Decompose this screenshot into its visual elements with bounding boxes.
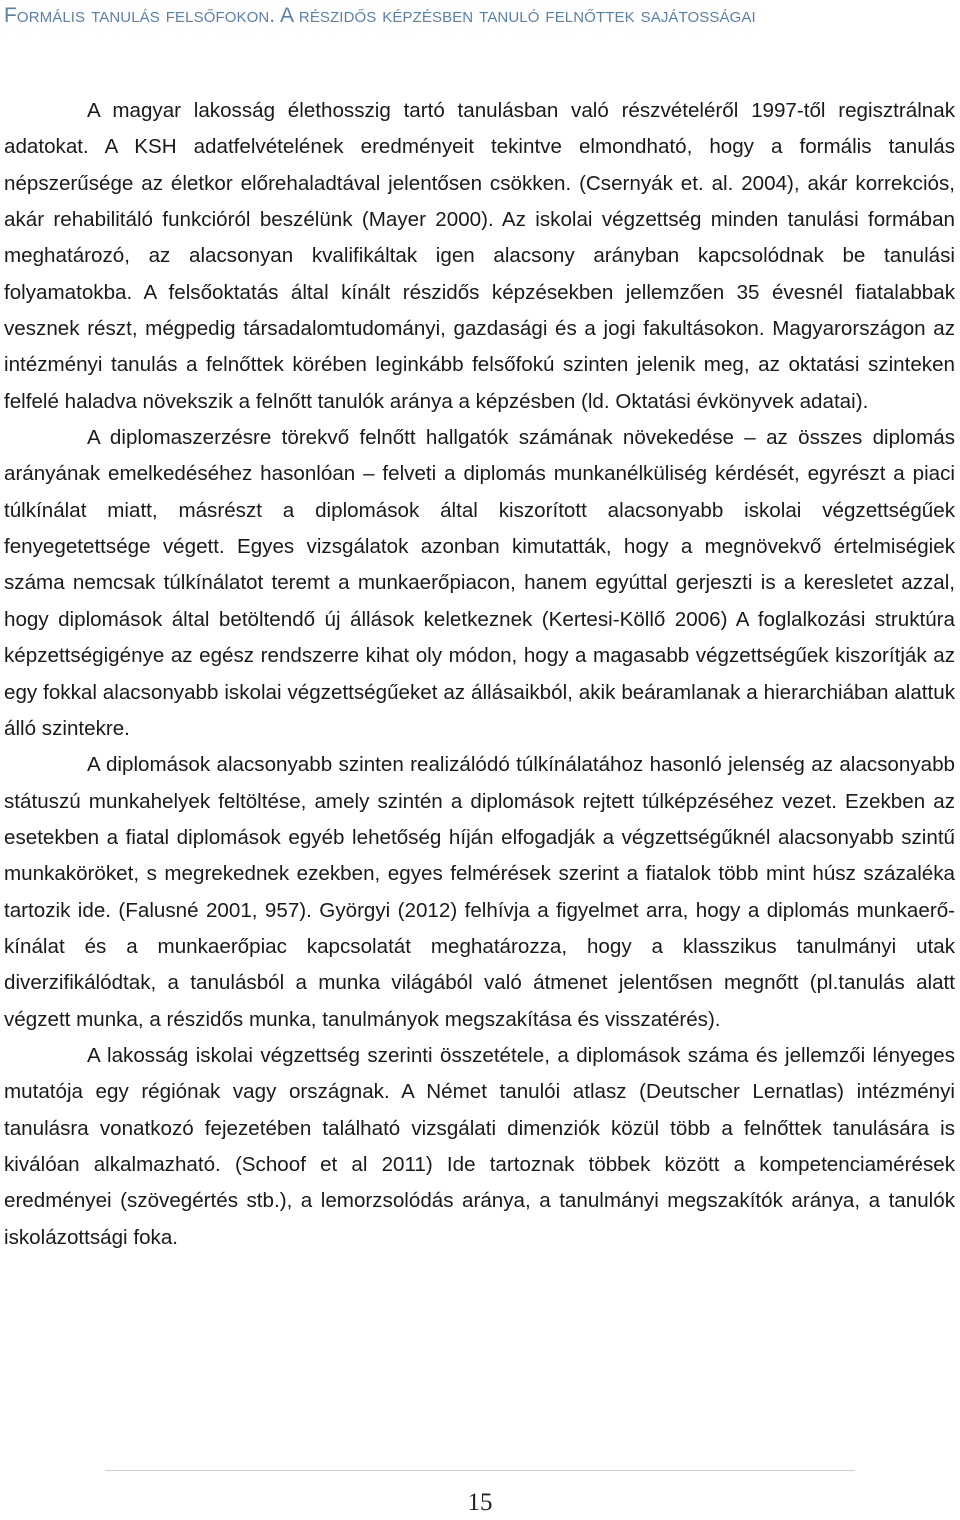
body-text — [4, 93, 955, 1256]
footer-divider — [105, 1470, 855, 1471]
paragraph: A diplomások alacsonyabb szinten realizálódó túlkínálatához hasonló jelenség az alacsonyabb státuszú munkahelyek feltöltése, amely szintén a diplomások rejtett túlképzéséhez vezet. Ezekben az esetekben a fiatal diplomások egyéb lehetőség híján elfogadják a végzettségűknél alacsonyabb szintű munkaköröket, s megrekednek ezekben, egyes felmérések szerint a fiatalok több mint húsz százaléka tartozik ide. (Falusné 2001, 957). Györgyi (2012) felhívja a figyelmet arra, hogy a diplomás munkaerő-kínálat és a munkaerőpiac kapcsolatát meghatározza, hogy a klasszikus tanulmányi utak diverzifikálódtak, a tanulásból a munka világából való átmenet jelentősen megnőtt (pl.tanulás alatt végzett munka, a részidős munka, tanulmányok megszakítása és visszatérés). — [4, 753, 955, 1031]
paragraph: A magyar lakosság élethosszig tartó tanulásban való részvételéről 1997-től regisztrálnak adatokat. A KSH adatfelvételének eredményeit tekintve elmondható, hogy a formális tanulás népszerűsége az életkor előrehaladtával jelentősen csökken. (Csernyák et. al. 2004), akár korrekciós, akár rehabilitáló funkcióról beszélünk (Mayer 2000). Az iskolai végzettség minden tanulási formában meghatározó, az alacsonyan kvalifikáltak igen alacsony arányban kapcsolódnak be tanulási folyamatokba. A felsőoktatás által kínált részidős képzésekben jellemzően 35 évesnél fiatalabbak vesznek részt, mégpedig társadalomtudományi, gazdasági és a jogi fakultásokon. Magyarországon az intézményi tanulás a felnőttek körében leginkább felsőfokú szinten jelenik meg, az oktatási szinteken felfelé haladva növekszik a felnőtt tanulók aránya a képzésben (ld. Oktatási évkönyvek adatai). — [4, 99, 955, 413]
paragraph: A diplomaszerzésre törekvő felnőtt hallgatók számának növekedése – az összes diplomás arányának emelkedéséhez hasonlóan – felveti a diplomás munkanélküliség kérdését, egyrészt a piaci túlkínálat miatt, másrészt a diplomások által kiszorított alacsonyabb iskolai végzettségűek fenyegetettsége végett. Egyes vizsgálatok azonban kimutatták, hogy a megnövekvő értelmiségiek száma nemcsak túlkínálatot teremt a munkaerőpiacon, hanem egyúttal gerjeszti is a keresletet azzal, hogy diplomások által betöltendő új állások keletkeznek (Kertesi-Köllő 2006) A foglalkozási struktúra képzettségigénye az egész rendszerre kihat oly módon, hogy a magasabb végzettségűek kiszorítják az egy fokkal alacsonyabb iskolai végzettségűeket az állásaikból, akik beáramlanak a hierarchiában alattuk álló szintekre. — [4, 426, 955, 740]
page-number: 15 — [467, 1489, 493, 1516]
paragraph: A lakosság iskolai végzettség szerinti összetétele, a diplomások száma és jellemzői lényeges mutatója egy régiónak vagy országnak. A Német tanulói atlasz (Deutscher Lernatlas) intézményi tanulásra vonatkozó fejezetében található vizsgálati dimenziók közül több a felnőttek tanulására is kiválóan alkalmazható. (Schoof et al 2011) Ide tartoznak többek között a kompetenciamérések eredményei (szövegértés stb.), a lemorzsolódás aránya, a tanulmányi megszakítók aránya, a tanulók iskolázottsági foka. — [4, 1043, 955, 1249]
running-header: Formális tanulás felsőfokon. A részidős képzésben tanuló felnőttek sajátosságai — [4, 4, 756, 27]
